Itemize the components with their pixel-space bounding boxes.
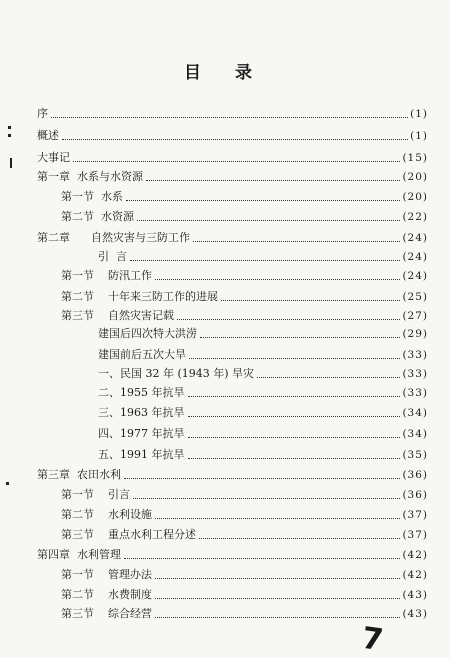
dot-leader — [51, 117, 408, 118]
toc-entry-page: (20) — [402, 191, 428, 203]
toc-entry-page: (22) — [402, 211, 428, 223]
toc-entry-label: 四、1977 年抗旱 — [98, 427, 185, 440]
toc-entry-page: (33) — [402, 368, 428, 380]
toc-entry-page: (43) — [402, 589, 428, 601]
toc-entry-page: (34) — [402, 428, 428, 440]
toc-entry-label: 第一节 防汛工作 — [61, 269, 152, 282]
toc-entry-label: 大事记 — [37, 151, 70, 164]
dot-leader — [124, 558, 400, 559]
toc-entry-label: 序 — [37, 107, 48, 120]
dot-leader — [155, 598, 400, 599]
toc-entry — [37, 168, 428, 186]
toc-entry-label: 建国前后五次大旱 — [98, 348, 186, 361]
toc-entry-label: 第三节 自然灾害记载 — [61, 309, 174, 322]
toc-entry-page: (35) — [402, 449, 428, 461]
toc-title: 目 录 — [184, 63, 266, 83]
toc-entry-label: 第二节 水利设施 — [61, 508, 152, 521]
toc-entry-label: 一、民国 32 年 (1943 年) 旱灾 — [98, 367, 255, 380]
toc-entry-label: 五、1991 年抗旱 — [98, 448, 185, 461]
toc-entry-label: 三、1963 年抗旱 — [98, 406, 185, 419]
toc-entry — [98, 446, 428, 464]
toc-entry — [37, 127, 428, 145]
margin-mark — [8, 126, 11, 129]
toc-entry — [37, 229, 428, 247]
dot-leader — [189, 358, 400, 359]
toc-entry — [98, 248, 428, 266]
dot-leader — [257, 377, 400, 378]
toc-entry-page: (24) — [402, 270, 428, 282]
dot-leader — [133, 498, 400, 499]
toc-entry-page: (34) — [402, 407, 428, 419]
dot-leader — [62, 139, 408, 140]
toc-entry — [61, 188, 428, 206]
dot-leader — [146, 180, 400, 181]
dot-leader — [177, 319, 400, 320]
toc-entry — [98, 365, 428, 383]
margin-mark — [8, 134, 11, 137]
toc-entry — [98, 346, 428, 364]
toc-entry-page: (29) — [402, 328, 428, 340]
toc-entry-page: (42) — [402, 569, 428, 581]
margin-mark — [10, 158, 12, 168]
toc-entry — [37, 105, 428, 123]
toc-entry-label: 第一节 管理办法 — [61, 568, 152, 581]
toc-entry-page: (37) — [402, 509, 428, 521]
dot-leader — [126, 200, 400, 201]
toc-entry-page: (1) — [410, 108, 428, 120]
toc-entry-label: 第三章 农田水利 — [37, 468, 121, 481]
toc-entry-label: 二、1955 年抗旱 — [98, 386, 185, 399]
dot-leader — [155, 617, 400, 618]
dot-leader — [155, 279, 400, 280]
dot-leader — [200, 337, 400, 338]
toc-entry-label: 第一节 水系 — [61, 190, 123, 203]
dot-leader — [188, 458, 401, 459]
toc-entry-page: (43) — [402, 608, 428, 620]
toc-entry-label: 建国后四次特大洪涝 — [98, 327, 197, 340]
toc-entry — [98, 404, 428, 422]
toc-entry-page: (36) — [402, 489, 428, 501]
dot-leader — [188, 416, 401, 417]
toc-entry-page: (33) — [402, 349, 428, 361]
dot-leader — [188, 437, 401, 438]
toc-entry — [61, 605, 428, 623]
dot-leader — [130, 260, 400, 261]
toc-entry-label: 概述 — [37, 129, 59, 142]
handwritten-mark: 7 — [359, 620, 386, 658]
dot-leader — [188, 396, 401, 397]
toc-entry-page: (36) — [402, 469, 428, 481]
toc-entry-label: 引 言 — [98, 250, 127, 263]
toc-entry-page: (15) — [402, 152, 428, 164]
toc-entry-page: (42) — [402, 549, 428, 561]
toc-entry — [61, 267, 428, 285]
dot-leader — [199, 538, 400, 539]
toc-entry-page: (24) — [402, 251, 428, 263]
dot-leader — [221, 300, 400, 301]
toc-entry-page: (33) — [402, 387, 428, 399]
toc-entry-label: 第四章 水利管理 — [37, 548, 121, 561]
dot-leader — [155, 518, 400, 519]
margin-mark — [6, 482, 9, 485]
toc-entry-label: 第二章 自然灾害与三防工作 — [37, 231, 190, 244]
toc-entry — [98, 384, 428, 402]
toc-entry-label: 第三节 重点水利工程分述 — [61, 528, 196, 541]
toc-entry — [61, 506, 428, 524]
toc-entry — [61, 288, 428, 306]
dot-leader — [73, 161, 400, 162]
toc-entry-page: (37) — [402, 529, 428, 541]
toc-entry — [61, 586, 428, 604]
toc-entry — [61, 307, 428, 325]
toc-entry — [61, 566, 428, 584]
toc-entry — [61, 526, 428, 544]
toc-entry-label: 第二节 水资源 — [61, 210, 134, 223]
toc-entry-label: 第三节 综合经营 — [61, 607, 152, 620]
dot-leader — [193, 241, 400, 242]
toc-entry — [98, 325, 428, 343]
toc-entry — [98, 425, 428, 443]
toc-entry-label: 第二节 十年来三防工作的进展 — [61, 290, 218, 303]
toc-entry-page: (25) — [402, 291, 428, 303]
toc-entry-page: (24) — [402, 232, 428, 244]
dot-leader — [124, 478, 400, 479]
toc-entry — [61, 486, 428, 504]
toc-entry — [37, 149, 428, 167]
toc-entry-label: 第二节 水费制度 — [61, 588, 152, 601]
toc-entry — [37, 546, 428, 564]
dot-leader — [137, 220, 400, 221]
toc-entry-label: 第一节 引言 — [61, 488, 130, 501]
toc-entry-label: 第一章 水系与水资源 — [37, 170, 143, 183]
toc-entry-page: (20) — [402, 171, 428, 183]
toc-entry — [61, 208, 428, 226]
toc-entry — [37, 466, 428, 484]
toc-entry-page: (1) — [410, 130, 428, 142]
toc-entry-page: (27) — [402, 310, 428, 322]
dot-leader — [155, 578, 400, 579]
